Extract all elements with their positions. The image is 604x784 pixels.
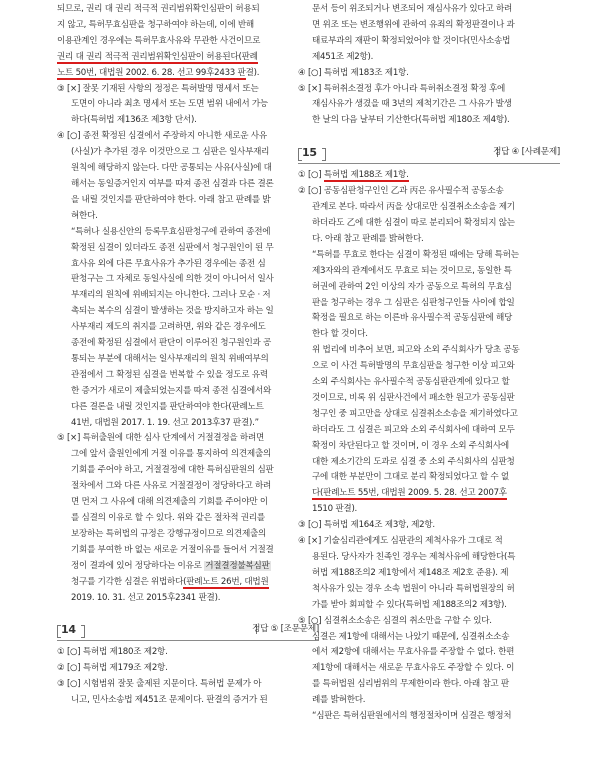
text-line: 해서는 동일증거인지 여부를 따져 종전 심결과 다른 결론 (71, 178, 274, 189)
text-line: “특허를 무효로 한다는 심결이 확정된 때에는 당해 특허는 (312, 249, 519, 260)
text-fragment: 기술심리관에게도 심판관의 제척사유가 그대로 적 (323, 536, 503, 547)
text-line: 절차에서 그와 다른 사유로 거절결정이 정당하다고 하려 (71, 481, 272, 492)
text-line: 으로 이 사건 특허발명의 무효심판을 청구한 이상 피고와 (312, 361, 515, 372)
option-number: ④ (298, 536, 306, 547)
question-number: 15 (302, 146, 317, 160)
text-line: 용된다. 당사자가 친족인 경우는 제척사유에 해당한다(특 (312, 552, 516, 562)
text-line: 대한 제소기간의 도과로 심결 중 소외 주식회사의 심판청 (312, 456, 515, 467)
option-mark: [○] (307, 67, 322, 78)
text-line: 청구인 중 피고만을 상대로 심결취소소송을 제기하였다고 (312, 408, 518, 419)
text-line: 판청구는 그 자체로 동일사실에 의한 것이 아니어서 일사 (71, 274, 274, 285)
text-line: 원칙에 해당하지 않는다. 다만 공통되는 사유(사실)에 대 (71, 163, 272, 174)
text-line: 그에 앞서 출원인에게 거절 이유를 통지하여 의견제출의 (71, 449, 272, 460)
text-line: 다른 결론을 내릴 것인지를 판단하여야 한다(판례노트 (71, 401, 264, 412)
text-line: 부재리의 원칙에 위배되지는 아니한다. 그러나 모순 · 저 (71, 290, 271, 301)
text-line: 에서 제2항에 대해서는 무효사유를 주장할 수 없다. 한편 (312, 647, 515, 658)
text-line (57, 431, 319, 447)
right-column (298, 2, 560, 725)
text-line: 제1항에 대해서는 새로운 무효사유도 주장할 수 있다. 이 (312, 663, 515, 674)
text-line: 기회를 부여한 바 없는 새로운 거절이유를 들어서 거절결 (71, 544, 274, 555)
answer-b5 (298, 614, 560, 630)
text-fragment: 심결취소소송은 심결의 취소만을 구할 수 있다. (323, 615, 492, 626)
text-line: 확정을 필요로 하는 이른바 유사필수적 공동심판에 해당 (312, 313, 513, 324)
text-line: 한 날의 다음 날부터 기산한다(특허법 제180조 제4항). (312, 115, 510, 126)
text-line: 지 않고, 특허무효심판을 청구하여야 하는데, 이에 반해 (57, 19, 254, 30)
text-line: 혀한다. (71, 210, 98, 221)
text-fragment: 청구를 기각한 심결은 위법하다 (71, 576, 184, 587)
underlined-text: 권리 대 권리 적극적 권리범위확인심판이 허용된다(판례 (57, 51, 258, 62)
text-line: 를 특허법원 심리범위의 무제한이라 한다. 아래 참고 판 (312, 679, 509, 690)
text-line: 문서 등이 위조되거나 변조되어 재심사유가 있다고 하려 (312, 4, 513, 14)
option-number: ③ (57, 83, 65, 94)
text-line (57, 82, 322, 98)
answer-2 (57, 661, 319, 677)
answer-4 (298, 66, 560, 82)
bracket-right (81, 625, 85, 638)
text-fragment: 잘못 기재된 사항의 정정은 특허발명 명세서 또는 (82, 83, 259, 94)
text-fragment: 결). (245, 67, 260, 78)
answer-label: 정답 ④ [사례문제] (493, 147, 560, 158)
text-line: 보장하는 특허법의 규정은 강행규정이므로 의견제출의 (71, 528, 267, 539)
left-column (57, 2, 322, 709)
text-line: “심판은 특허심판원에서의 행정절차이며 심결은 행정처 (312, 711, 512, 722)
answer-b2 (298, 184, 560, 200)
underlined-citation: 다(판례노트 55번, 대법원 2009. 5. 28. 선고 2007후 (312, 488, 507, 499)
answer-3-continued (298, 2, 560, 66)
text-line: 촉되는 복수의 심결이 발생하는 것을 방지하고자 하는 일 (71, 306, 274, 317)
underlined-citation: 노트 50번, 대법원 2002. 6. 28. 선고 99후2433 판 (57, 67, 246, 78)
option-number: ② (57, 663, 65, 674)
option-mark: [×] (66, 83, 81, 94)
text-line: 척사유가 있는 경우 소속 법원이 아니라 특허법원장의 허 (312, 583, 515, 594)
text-line: 니고, 민사소송법 제451조 문제이다. 판결의 증거가 된 (71, 695, 268, 706)
quote-block-2 (298, 248, 560, 343)
text-line: 허법 제188조의2 제1항에서 제148조 제2호 준용). 제 (312, 567, 509, 578)
option-mark: [○] (307, 615, 322, 626)
text-line: 관점에서 그 확정된 심결을 번복할 수 있을 정도로 유력 (71, 369, 268, 380)
text-line (71, 575, 319, 591)
text-line (57, 66, 322, 82)
text-line: 되므로, 권리 대 권리 적극적 권리범위확인심판이 허용되 (57, 4, 260, 14)
text-line: 사부재리 제도의 취지를 고려하면, 위와 같은 경우에도 (71, 322, 266, 333)
question-15-header (298, 145, 560, 164)
answer-5 (298, 82, 560, 98)
option-number: ⑤ (298, 615, 306, 626)
text-line (57, 50, 319, 66)
text-fragment: 특허법 제183조 제1항. (323, 67, 409, 78)
text-line: 허권에 관하여 2인 이상의 자가 공동으로 특허의 무효심 (312, 281, 512, 292)
option-4 (57, 129, 322, 224)
answer-b4 (298, 534, 560, 550)
text-line: (사실)가 추가된 경우 이것만으로 그 심판은 일사부재리 (71, 147, 270, 158)
text-line: 위 법리에 비추어 보면, 피고와 소외 주식회사가 당초 공동 (312, 345, 520, 356)
option-number: ③ (298, 520, 306, 531)
text-line: 종전에 확정된 심결에서 판단이 이루어진 청구원인과 공 (71, 338, 272, 349)
option-mark: [○] (66, 679, 81, 690)
text-line (312, 486, 560, 502)
option-number: ① (298, 170, 306, 181)
text-line: 2019. 10. 31. 선고 2015후2341 판결). (71, 592, 221, 603)
text-line: 를 심결의 이유로 할 수 있다. 위와 같은 절차적 권리를 (71, 513, 265, 523)
underlined-text: 특허법 제188조 제1항. (323, 170, 409, 181)
text-line: 태료부과의 재판이 확정되었어야 할 것이다(민사소송법 (312, 35, 511, 46)
text-line: 효사유 외에 다른 무효사유가 추가된 경우에는 종전 심 (71, 258, 266, 269)
text-line: 소외 주식회사는 유사필수적 공동심판관계에 있다고 할 (312, 377, 510, 388)
text-line: “특허나 실용신안의 등록무효심판청구에 관하여 종전에 (71, 226, 271, 237)
option-number: ② (298, 186, 306, 197)
text-line: 통되는 부분에 대해서는 일사부재리의 원칙 위배여부의 (71, 353, 269, 364)
option-number: ④ (57, 131, 65, 142)
option-mark: [○] (66, 663, 81, 674)
option-number: ⑤ (298, 83, 306, 94)
option-3-body (57, 97, 319, 129)
option-number: ⑤ (57, 433, 65, 444)
text-line: 한 증거가 새로이 제출되었는지를 따져 종전 심결에서와 (71, 385, 272, 396)
text-line: 것이므로, 비록 위 심판사건에서 패소한 원고가 공동심판 (312, 392, 515, 403)
text-line: 을 내릴 것인지를 판단하여야 한다. 아래 참고 판례를 밝 (71, 194, 271, 205)
option-number: ④ (298, 67, 306, 78)
text-line: 면 먼저 그 사유에 대해 의견제출의 기회를 주어야만 이 (71, 497, 268, 508)
bracket-right (322, 148, 326, 161)
option-mark: [○] (66, 647, 81, 658)
text-line: 제451조 제2항). (312, 51, 374, 62)
text-line: 확정된 심결이 있더라도 종전 심판에서 청구원인이 된 무 (71, 242, 274, 253)
text-line: 심결은 제1항에 대해서는 나았기 때문에, 심결취소소송 (312, 631, 510, 642)
text-fragment: 시험범위 잘못 출제된 지문이다. 특허법 문제가 아 (82, 679, 262, 690)
text-fragment: 정이 결과에 있어 정당하다는 이유로 (71, 560, 205, 571)
text-fragment: 공동심판청구인인 乙과 丙은 유사필수적 공동소송 (323, 186, 504, 197)
option-mark: [○] (307, 170, 322, 181)
text-fragment: 특허법 제179조 제2항. (82, 663, 168, 674)
text-line: 판을 청구하는 경우 그 심판은 심판청구인들 사이에 합일 (312, 297, 515, 308)
text-fragment: 특허법 제180조 제2항. (82, 647, 168, 658)
text-line: 확정이 차단된다고 할 것이며, 이 경우 소외 주식회사에 (312, 440, 509, 451)
text-line: 례를 밝혀한다. (312, 695, 366, 706)
underlined-citation: (판례노트 26번, 대법원 (183, 576, 269, 587)
text-line: 구에 대한 부분만이 그대로 분리 확정되었다고 할 수 없 (312, 472, 509, 483)
paragraph-intro (57, 2, 322, 82)
option-number: ③ (57, 679, 65, 690)
text-line: 41번, 대법원 2017. 1. 19. 선고 2013후37 판결).” (71, 417, 259, 428)
text-line: 관계로 본다. 따라서 丙을 상대로만 심결취소소송을 제기 (312, 202, 515, 213)
text-fragment: 종전 확정된 심결에서 주장하지 아니한 새로운 사유 (82, 131, 267, 142)
option-mark: [×] (307, 536, 322, 547)
question-number: 14 (61, 623, 76, 637)
question-14-header (57, 622, 319, 641)
option-mark: [×] (66, 433, 81, 444)
option-5 (57, 431, 322, 606)
answer-b1 (298, 168, 560, 184)
option-3 (57, 82, 322, 98)
answer-1 (57, 645, 319, 661)
option-mark: [○] (66, 131, 81, 142)
highlighted-term: 거절결정불복심판 (205, 560, 270, 571)
text-line: 이용관계인 경우에는 특허무효사유와 무관한 사건이므로 (57, 35, 261, 46)
text-line: 제3자와의 관계에서도 무효로 되는 것이므로, 동일한 특 (312, 265, 512, 276)
text-line: 1510 판결). (312, 504, 358, 515)
text-line: 면 위조 또는 변조행위에 관하여 유죄의 확정판결이나 과 (312, 19, 515, 30)
option-mark: [○] (307, 520, 322, 531)
text-line: 도면이 아니라 최초 명세서 또는 도면 범위 내에서 가능 (71, 99, 268, 110)
text-line: 한다 할 것이다. (312, 329, 368, 340)
option-mark: [×] (307, 83, 322, 94)
answer-b3 (298, 518, 560, 534)
answer-label: 정답 ⑤ [조문문제] (252, 624, 319, 635)
text-line: 하다(특허법 제136조 제3항 단서). (71, 115, 197, 126)
text-line: 하더라도 그 심결은 피고와 소외 주식회사에 대하여 모두 (312, 424, 515, 435)
option-mark: [○] (307, 186, 322, 197)
text-fragment: 특허법 제164조 제3항, 제2항. (323, 520, 435, 531)
text-fragment: 특허취소결정 후가 아니라 특허취소결정 확정 후에 (323, 83, 506, 94)
text-line: 가를 받아 회피할 수 있다(특허법 제188조의2 제3항). (312, 599, 507, 610)
text-line (71, 559, 319, 575)
option-number: ① (57, 647, 65, 658)
text-line: 다. 아래 참고 판례를 밝혀한다. (312, 233, 424, 244)
text-line: 재심사유가 생겼을 때 3년의 제척기간은 그 사유가 발생 (312, 99, 512, 110)
quote-block-1 (57, 225, 319, 432)
text-line (57, 129, 319, 145)
quote-block-3 (298, 343, 560, 518)
answer-3 (57, 677, 319, 693)
text-fragment: 특허출원에 대한 심사 단계에서 거절결정을 하려면 (82, 433, 265, 444)
text-line: 기회를 주어야 하고, 거절결정에 대한 특허심판원의 심판 (71, 465, 274, 476)
text-line: 하더라도 乙에 대한 심결이 따로 분리되어 확정되지 않는 (312, 217, 515, 228)
